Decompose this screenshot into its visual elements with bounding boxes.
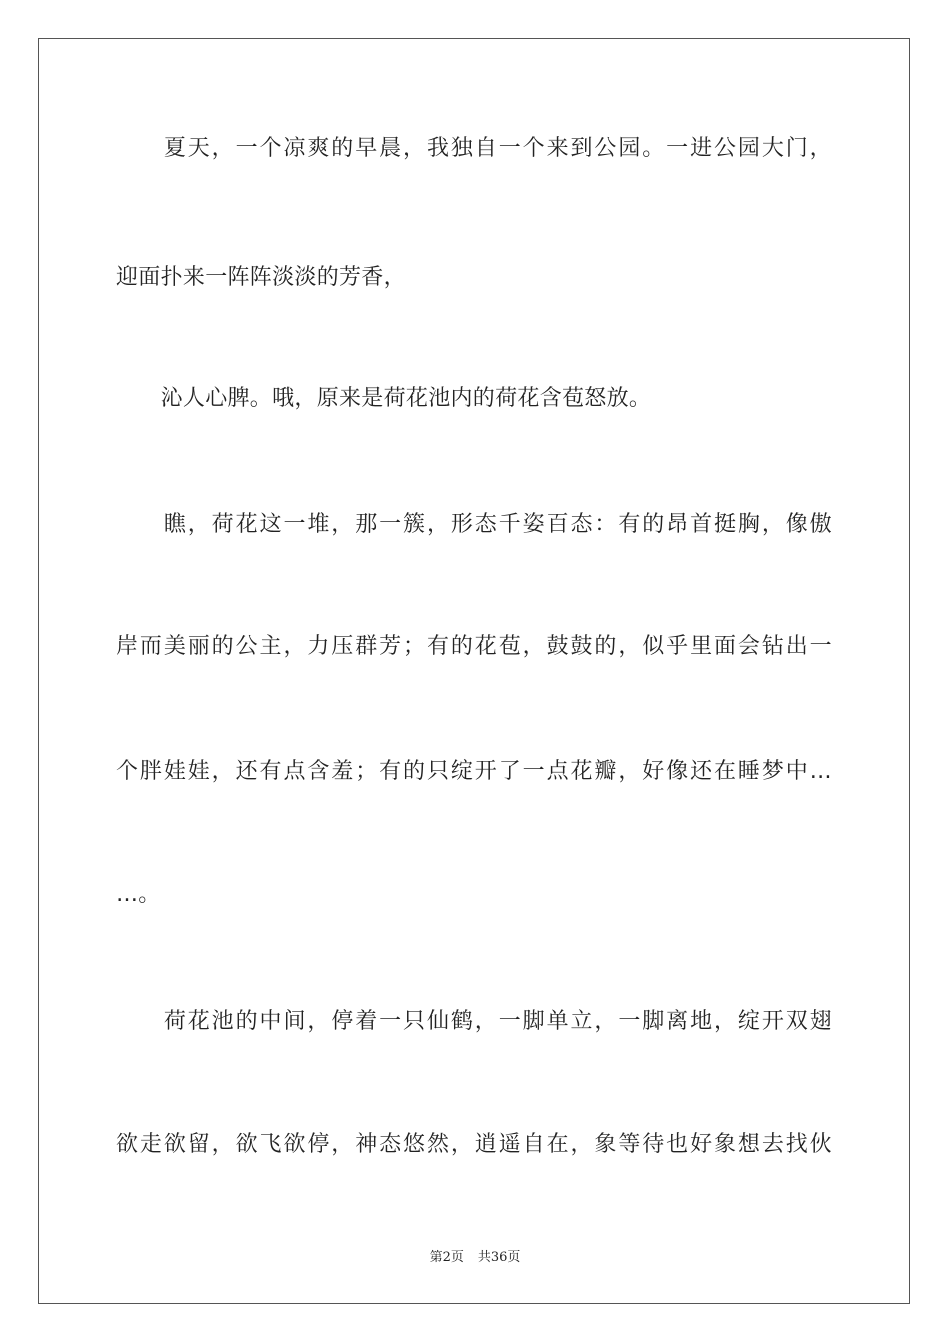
page-number: 第2页 (429, 1250, 464, 1265)
paragraph-line-3: 沁人心脾。哦，原来是荷花池内的荷花含苞怒放。 (116, 386, 652, 411)
paragraph-line-5: 岸而美丽的公主，力压群芳；有的花苞，鼓鼓的，似乎里面会钻出一 (116, 634, 832, 659)
page-total: 共36页 (477, 1250, 521, 1265)
page-footer (0, 1246, 950, 1265)
page-border (38, 38, 910, 1304)
paragraph-line-4: 瞧，荷花这一堆，那一簇，形态千姿百态：有的昂首挺胸，像傲 (116, 512, 832, 537)
paragraph-line-9: 欲走欲留，欲飞欲停，神态悠然，逍遥自在，象等待也好象想去找伙 (116, 1132, 832, 1157)
paragraph-line-8: 荷花池的中间，停着一只仙鹤，一脚单立，一脚离地，绽开双翅 (116, 1009, 832, 1034)
paragraph-line-6: 个胖娃娃，还有点含羞；有的只绽开了一点花瓣，好像还在睡梦中… (116, 759, 832, 784)
paragraph-line-7: …。 (116, 882, 161, 907)
paragraph-line-2: 迎面扑来一阵阵淡淡的芳香， (116, 265, 406, 290)
paragraph-line-1: 夏天，一个凉爽的早晨，我独自一个来到公园。一进公园大门， (116, 136, 832, 161)
